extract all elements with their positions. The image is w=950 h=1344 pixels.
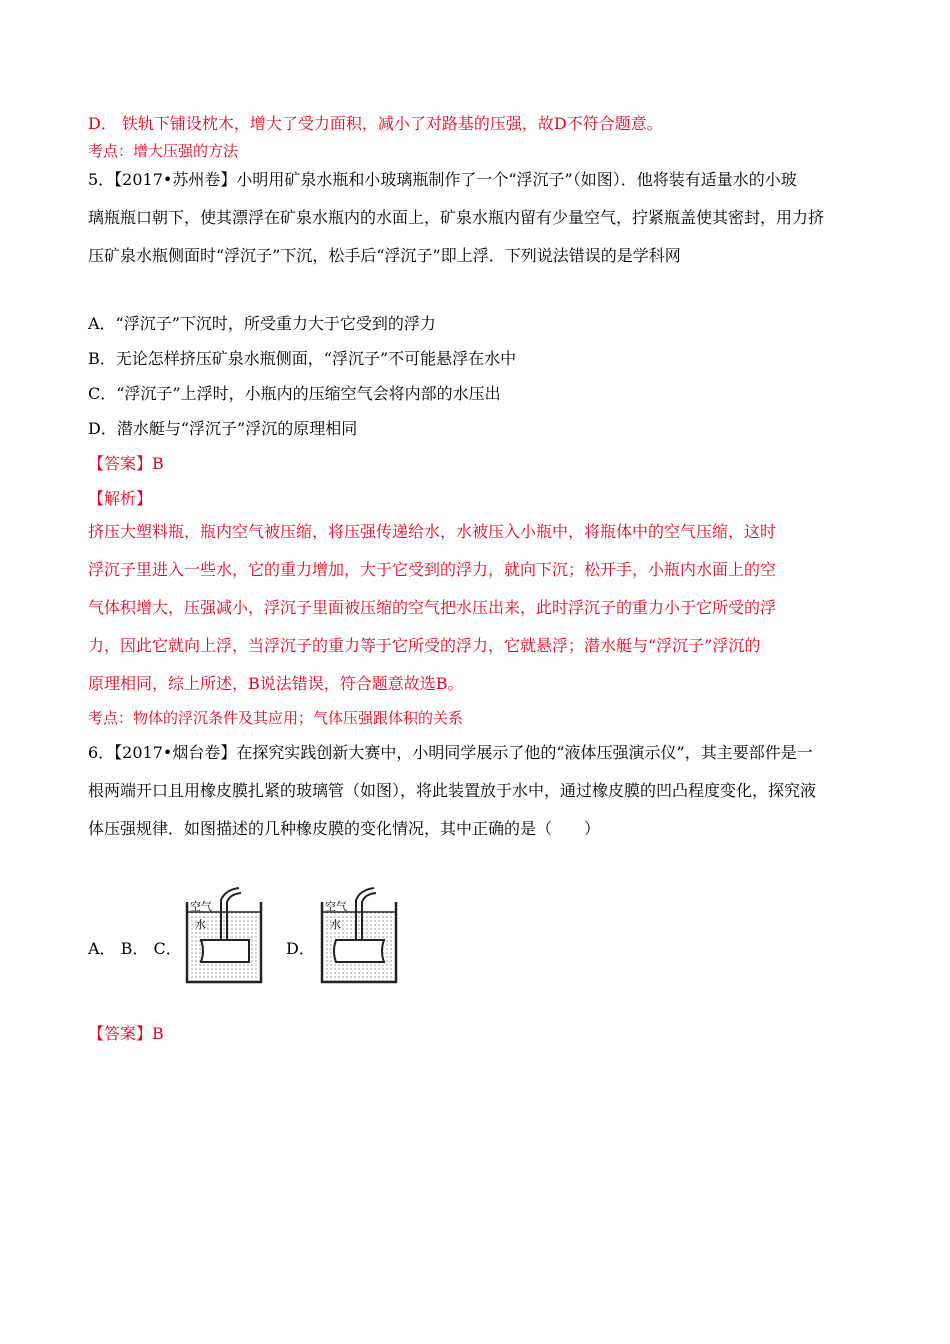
q6-options-abc: A． B． C．	[88, 939, 182, 958]
q5-analysis-1: 挤压大塑料瓶，瓶内空气被压缩，将压强传递给水，水被压入小瓶中，将瓶体中的空气压缩，这时	[88, 522, 777, 541]
q5-analysis-5: 原理相同，综上所述，B说法错误，符合题意故选B。	[88, 674, 464, 693]
q6-stem-2: 根两端开口且用橡皮膜扎紧的玻璃管（如图），将此装置放于水中，通过橡皮膜的凹凸程度变化，探究液	[88, 781, 817, 800]
q5-analysis-4: 力，因此它就向上浮，当浮沉子的重力等于它所受的浮力，它就悬浮；潜水艇与“浮沉子”浮沉的	[88, 636, 761, 655]
q5-stem-3: 压矿泉水瓶侧面时“浮沉子”下沉，松手后“浮沉子”即上浮．下列说法错误的是学科网	[88, 246, 681, 265]
q6-stem-3: 体压强规律．如图描述的几种橡皮膜的变化情况，其中正确的是（ ）	[88, 819, 601, 838]
q5-stem-2: 璃瓶瓶口朝下，使其漂浮在矿泉水瓶内的水面上，矿泉水瓶内留有少量空气，拧紧瓶盖使其密封，用力挤	[88, 208, 825, 227]
q6-stem-1: 6．【2017•烟台卷】在探究实践创新大赛中，小明同学展示了他的“液体压强演示仪”，其主要部件是一	[88, 743, 813, 762]
q5-option-a: A．“浮沉子”下沉时，所受重力大于它受到的浮力	[88, 314, 436, 333]
q6-option-d: D．	[286, 939, 315, 958]
q5-analysis-label: 【解析】	[88, 489, 153, 508]
q5-stem-1: 5．【2017•苏州卷】小明用矿泉水瓶和小玻璃瓶制作了一个“浮沉子”（如图）．他将装有适量水的小玻	[88, 170, 797, 189]
figure-c-water-label: 水	[195, 918, 206, 931]
q5-kaodian: 考点：物体的浮沉条件及其应用；气体压强跟体积的关系	[88, 709, 464, 727]
figure-option-d	[318, 884, 400, 986]
figure-c-air-label: 空气	[190, 900, 212, 913]
q5-option-d: D．潜水艇与“浮沉子”浮沉的原理相同	[88, 419, 358, 438]
q5-option-b: B．无论怎样挤压矿泉水瓶侧面，“浮沉子”不可能悬浮在水中	[88, 349, 517, 368]
q5-analysis-2: 浮沉子里进入一些水，它的重力增加，大于它受到的浮力，就向下沉；松开手，小瓶内水面上的空	[88, 560, 777, 579]
q5-answer: 【答案】B	[88, 454, 164, 473]
figure-option-c	[183, 884, 265, 986]
figure-d-water-label: 水	[330, 918, 341, 931]
q4-kaodian: 考点：增大压强的方法	[88, 142, 239, 160]
q5-analysis-3: 气体积增大，压强减小，浮沉子里面被压缩的空气把水压出来，此时浮沉子的重力小于它所受的浮	[88, 598, 777, 617]
q5-option-c: C．“浮沉子”上浮时，小瓶内的压缩空气会将内部的水压出	[88, 384, 501, 403]
q4-option-d: D． 铁轨下铺设枕木，增大了受力面积，减小了对路基的压强，故D不符合题意。	[88, 114, 663, 133]
figure-d-air-label: 空气	[325, 900, 347, 913]
q6-answer: 【答案】B	[88, 1024, 164, 1043]
